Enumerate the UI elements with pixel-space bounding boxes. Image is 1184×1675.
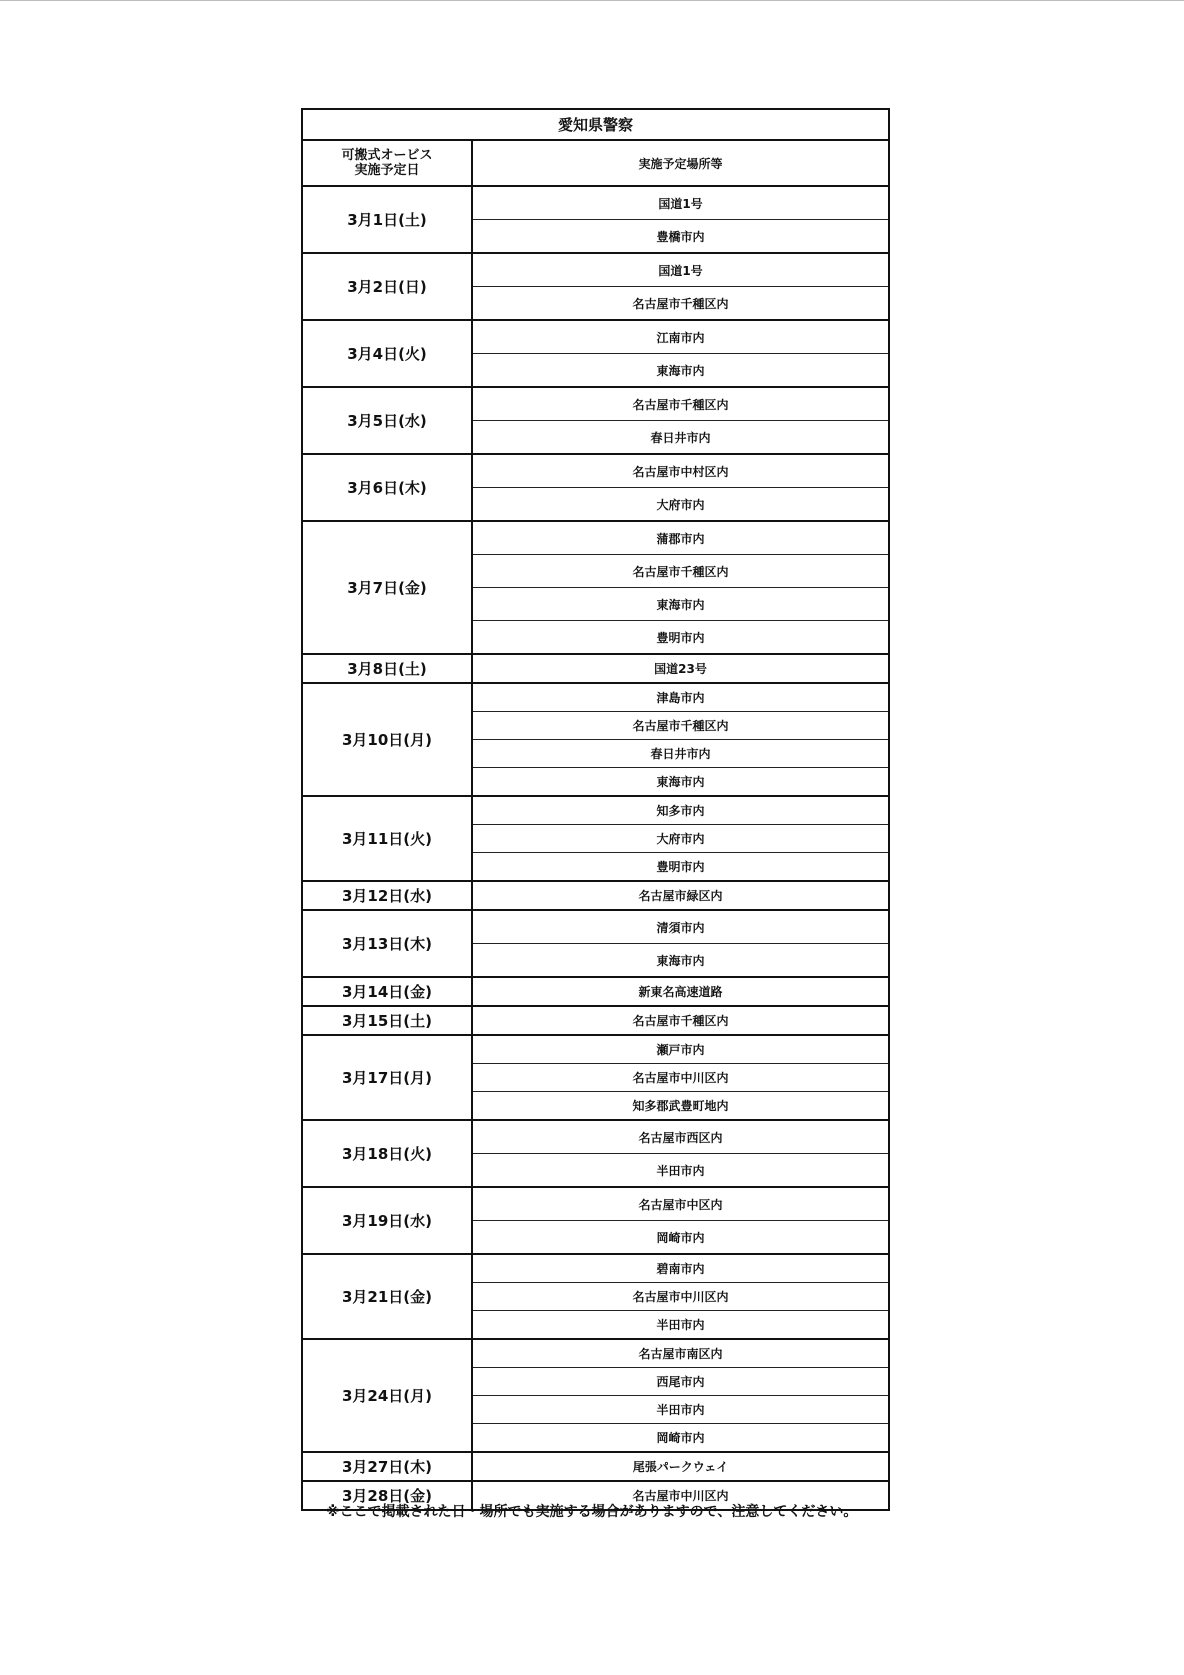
- location-cell: 大府市内: [472, 825, 889, 853]
- table-row: [302, 1035, 889, 1064]
- schedule-table: [301, 108, 890, 1511]
- table-row: [302, 910, 889, 944]
- date-cell: 3月13日(木): [302, 910, 472, 977]
- table-row: [302, 186, 889, 220]
- location-cell: 知多市内: [472, 796, 889, 825]
- schedule-sheet: [301, 108, 888, 1511]
- table-row: [302, 454, 889, 488]
- table-row: [302, 683, 889, 712]
- location-cell: 清須市内: [472, 910, 889, 944]
- table-title: 愛知県警察: [302, 109, 889, 140]
- location-cell: 名古屋市中区内: [472, 1187, 889, 1221]
- location-cell: 名古屋市千種区内: [472, 1006, 889, 1035]
- table-row: [302, 1120, 889, 1154]
- date-cell: 3月8日(土): [302, 654, 472, 683]
- location-cell: 東海市内: [472, 944, 889, 978]
- location-cell: 名古屋市中川区内: [472, 1481, 889, 1510]
- table-row: [302, 521, 889, 555]
- table-row: [302, 1187, 889, 1221]
- table-row: [302, 1339, 889, 1368]
- date-column-header-line: 実施予定日: [354, 163, 420, 178]
- location-cell: 蒲郡市内: [472, 521, 889, 555]
- location-cell: 西尾市内: [472, 1368, 889, 1396]
- date-cell: 3月2日(日): [302, 253, 472, 320]
- date-cell: 3月6日(木): [302, 454, 472, 521]
- date-cell: 3月21日(金): [302, 1254, 472, 1339]
- table-row: [302, 1452, 889, 1481]
- location-cell: 名古屋市千種区内: [472, 287, 889, 321]
- location-cell: 名古屋市中川区内: [472, 1283, 889, 1311]
- date-cell: 3月11日(火): [302, 796, 472, 881]
- schedule-body: [302, 109, 889, 1510]
- location-cell: 豊明市内: [472, 853, 889, 882]
- date-cell: 3月24日(月): [302, 1339, 472, 1452]
- date-cell: 3月14日(金): [302, 977, 472, 1006]
- location-cell: 名古屋市緑区内: [472, 881, 889, 910]
- location-cell: 春日井市内: [472, 421, 889, 455]
- table-row: [302, 796, 889, 825]
- title-row: [302, 109, 889, 140]
- location-cell: 豊明市内: [472, 621, 889, 655]
- location-cell: 国道1号: [472, 253, 889, 287]
- footnote: ※ここで掲載された日・場所でも実施する場合がありますので、注意してください。: [326, 1504, 858, 1520]
- location-cell: 名古屋市西区内: [472, 1120, 889, 1154]
- location-cell: 碧南市内: [472, 1254, 889, 1283]
- location-cell: 名古屋市南区内: [472, 1339, 889, 1368]
- location-cell: 東海市内: [472, 768, 889, 797]
- date-cell: 3月27日(木): [302, 1452, 472, 1481]
- date-column-header-line: 可搬式オービス: [341, 148, 433, 163]
- date-cell: 3月10日(月): [302, 683, 472, 796]
- location-cell: 国道23号: [472, 654, 889, 683]
- location-cell: 新東名高速道路: [472, 977, 889, 1006]
- date-cell: 3月1日(土): [302, 186, 472, 253]
- location-cell: 半田市内: [472, 1154, 889, 1188]
- date-cell: 3月5日(水): [302, 387, 472, 454]
- date-cell: 3月4日(火): [302, 320, 472, 387]
- header-row: [302, 140, 889, 186]
- date-cell: 3月7日(金): [302, 521, 472, 654]
- table-row: [302, 654, 889, 683]
- location-column-header: 実施予定場所等: [472, 140, 889, 186]
- location-cell: 名古屋市千種区内: [472, 387, 889, 421]
- date-cell: 3月28日(金): [302, 1481, 472, 1510]
- table-row: [302, 253, 889, 287]
- location-cell: 春日井市内: [472, 740, 889, 768]
- location-cell: 津島市内: [472, 683, 889, 712]
- table-row: [302, 1006, 889, 1035]
- table-row: [302, 1254, 889, 1283]
- location-cell: 瀬戸市内: [472, 1035, 889, 1064]
- page-top-border: [0, 0, 1184, 1]
- table-row: [302, 320, 889, 354]
- date-cell: 3月18日(火): [302, 1120, 472, 1187]
- date-cell: 3月15日(土): [302, 1006, 472, 1035]
- location-cell: 東海市内: [472, 354, 889, 388]
- location-cell: 名古屋市中川区内: [472, 1064, 889, 1092]
- location-cell: 半田市内: [472, 1396, 889, 1424]
- location-cell: 豊橋市内: [472, 220, 889, 254]
- date-cell: 3月12日(水): [302, 881, 472, 910]
- location-cell: 知多郡武豊町地内: [472, 1092, 889, 1121]
- date-cell: 3月17日(月): [302, 1035, 472, 1120]
- table-row: [302, 881, 889, 910]
- date-cell: 3月19日(水): [302, 1187, 472, 1254]
- location-cell: 名古屋市千種区内: [472, 555, 889, 588]
- location-cell: 岡崎市内: [472, 1424, 889, 1453]
- location-cell: 江南市内: [472, 320, 889, 354]
- location-cell: 岡崎市内: [472, 1221, 889, 1255]
- location-cell: 東海市内: [472, 588, 889, 621]
- location-cell: 半田市内: [472, 1311, 889, 1340]
- location-cell: 名古屋市中村区内: [472, 454, 889, 488]
- table-row: [302, 387, 889, 421]
- date-column-header: [302, 140, 472, 186]
- location-cell: 国道1号: [472, 186, 889, 220]
- location-cell: 名古屋市千種区内: [472, 712, 889, 740]
- location-cell: 大府市内: [472, 488, 889, 522]
- location-cell: 尾張パークウェイ: [472, 1452, 889, 1481]
- date-column-header-text: [341, 148, 432, 178]
- table-row: [302, 977, 889, 1006]
